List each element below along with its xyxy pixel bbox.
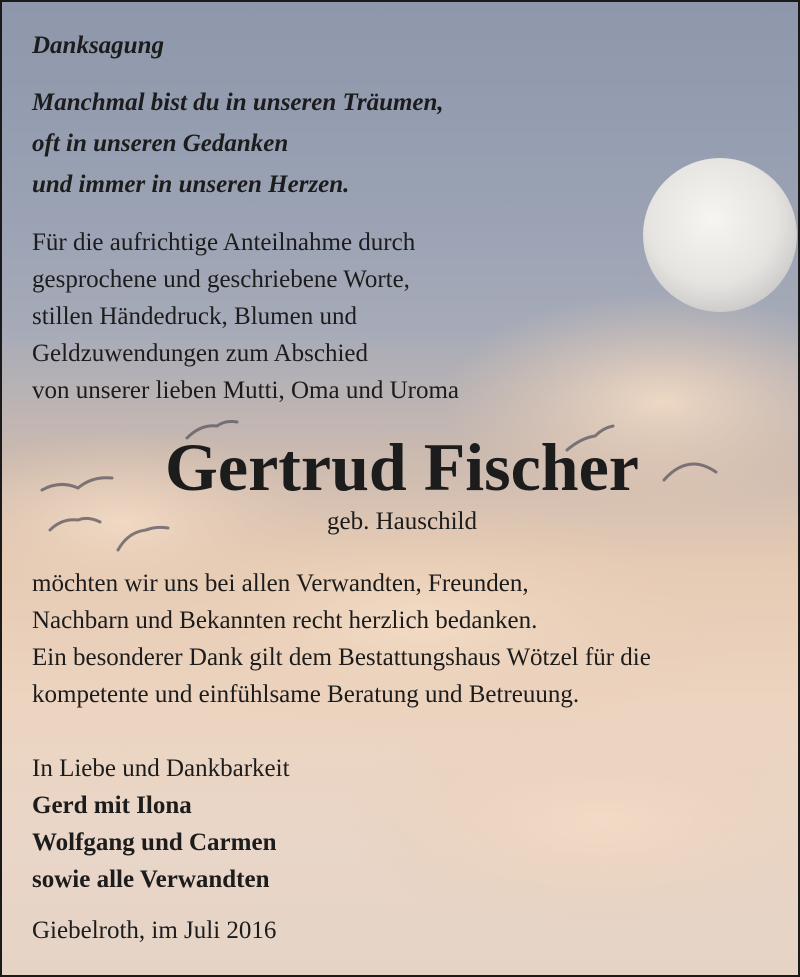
signatories [32, 787, 276, 898]
maiden-name: geb. Hauschild [327, 508, 477, 535]
signatory: Gerd mit Ilona [32, 792, 192, 819]
intro-line: gesprochene und geschriebene Worte, [32, 266, 410, 293]
thanks-text [32, 565, 651, 713]
verse-line: Manchmal bist du in unseren Träumen, [32, 89, 444, 116]
verse-line: und immer in unseren Herzen. [32, 171, 350, 198]
heading: Danksagung [32, 32, 164, 59]
signatory: Wolfgang und Carmen [32, 829, 277, 856]
intro-line: von unserer lieben Mutti, Oma und Uroma [32, 377, 459, 404]
signatory: sowie alle Verwandten [32, 866, 270, 893]
intro-line: Geldzuwendungen zum Abschied [32, 340, 369, 367]
deceased-name: Gertrud Fischer [165, 429, 639, 505]
place-date: Giebelroth, im Juli 2016 [32, 917, 277, 944]
moon [643, 158, 797, 312]
verse-line: oft in unseren Gedanken [32, 130, 289, 157]
cloud-shape [342, 712, 800, 932]
intro-line: stillen Händedruck, Blumen und [32, 303, 357, 330]
intro-text [32, 224, 459, 409]
thanks-line: möchten wir uns bei allen Verwandten, Freunden, [32, 570, 529, 597]
verse [32, 82, 444, 205]
intro-line: Für die aufrichtige Anteilnahme durch [32, 229, 416, 256]
thanks-line: kompetente und einfühlsame Beratung und Betreuung. [32, 681, 580, 708]
thanks-line: Ein besonderer Dank gilt dem Bestattungshaus Wötzel für die [32, 644, 651, 671]
thanks-line: Nachbarn und Bekannten recht herzlich bedanken. [32, 607, 538, 634]
closing-phrase: In Liebe und Dankbarkeit [32, 755, 290, 782]
